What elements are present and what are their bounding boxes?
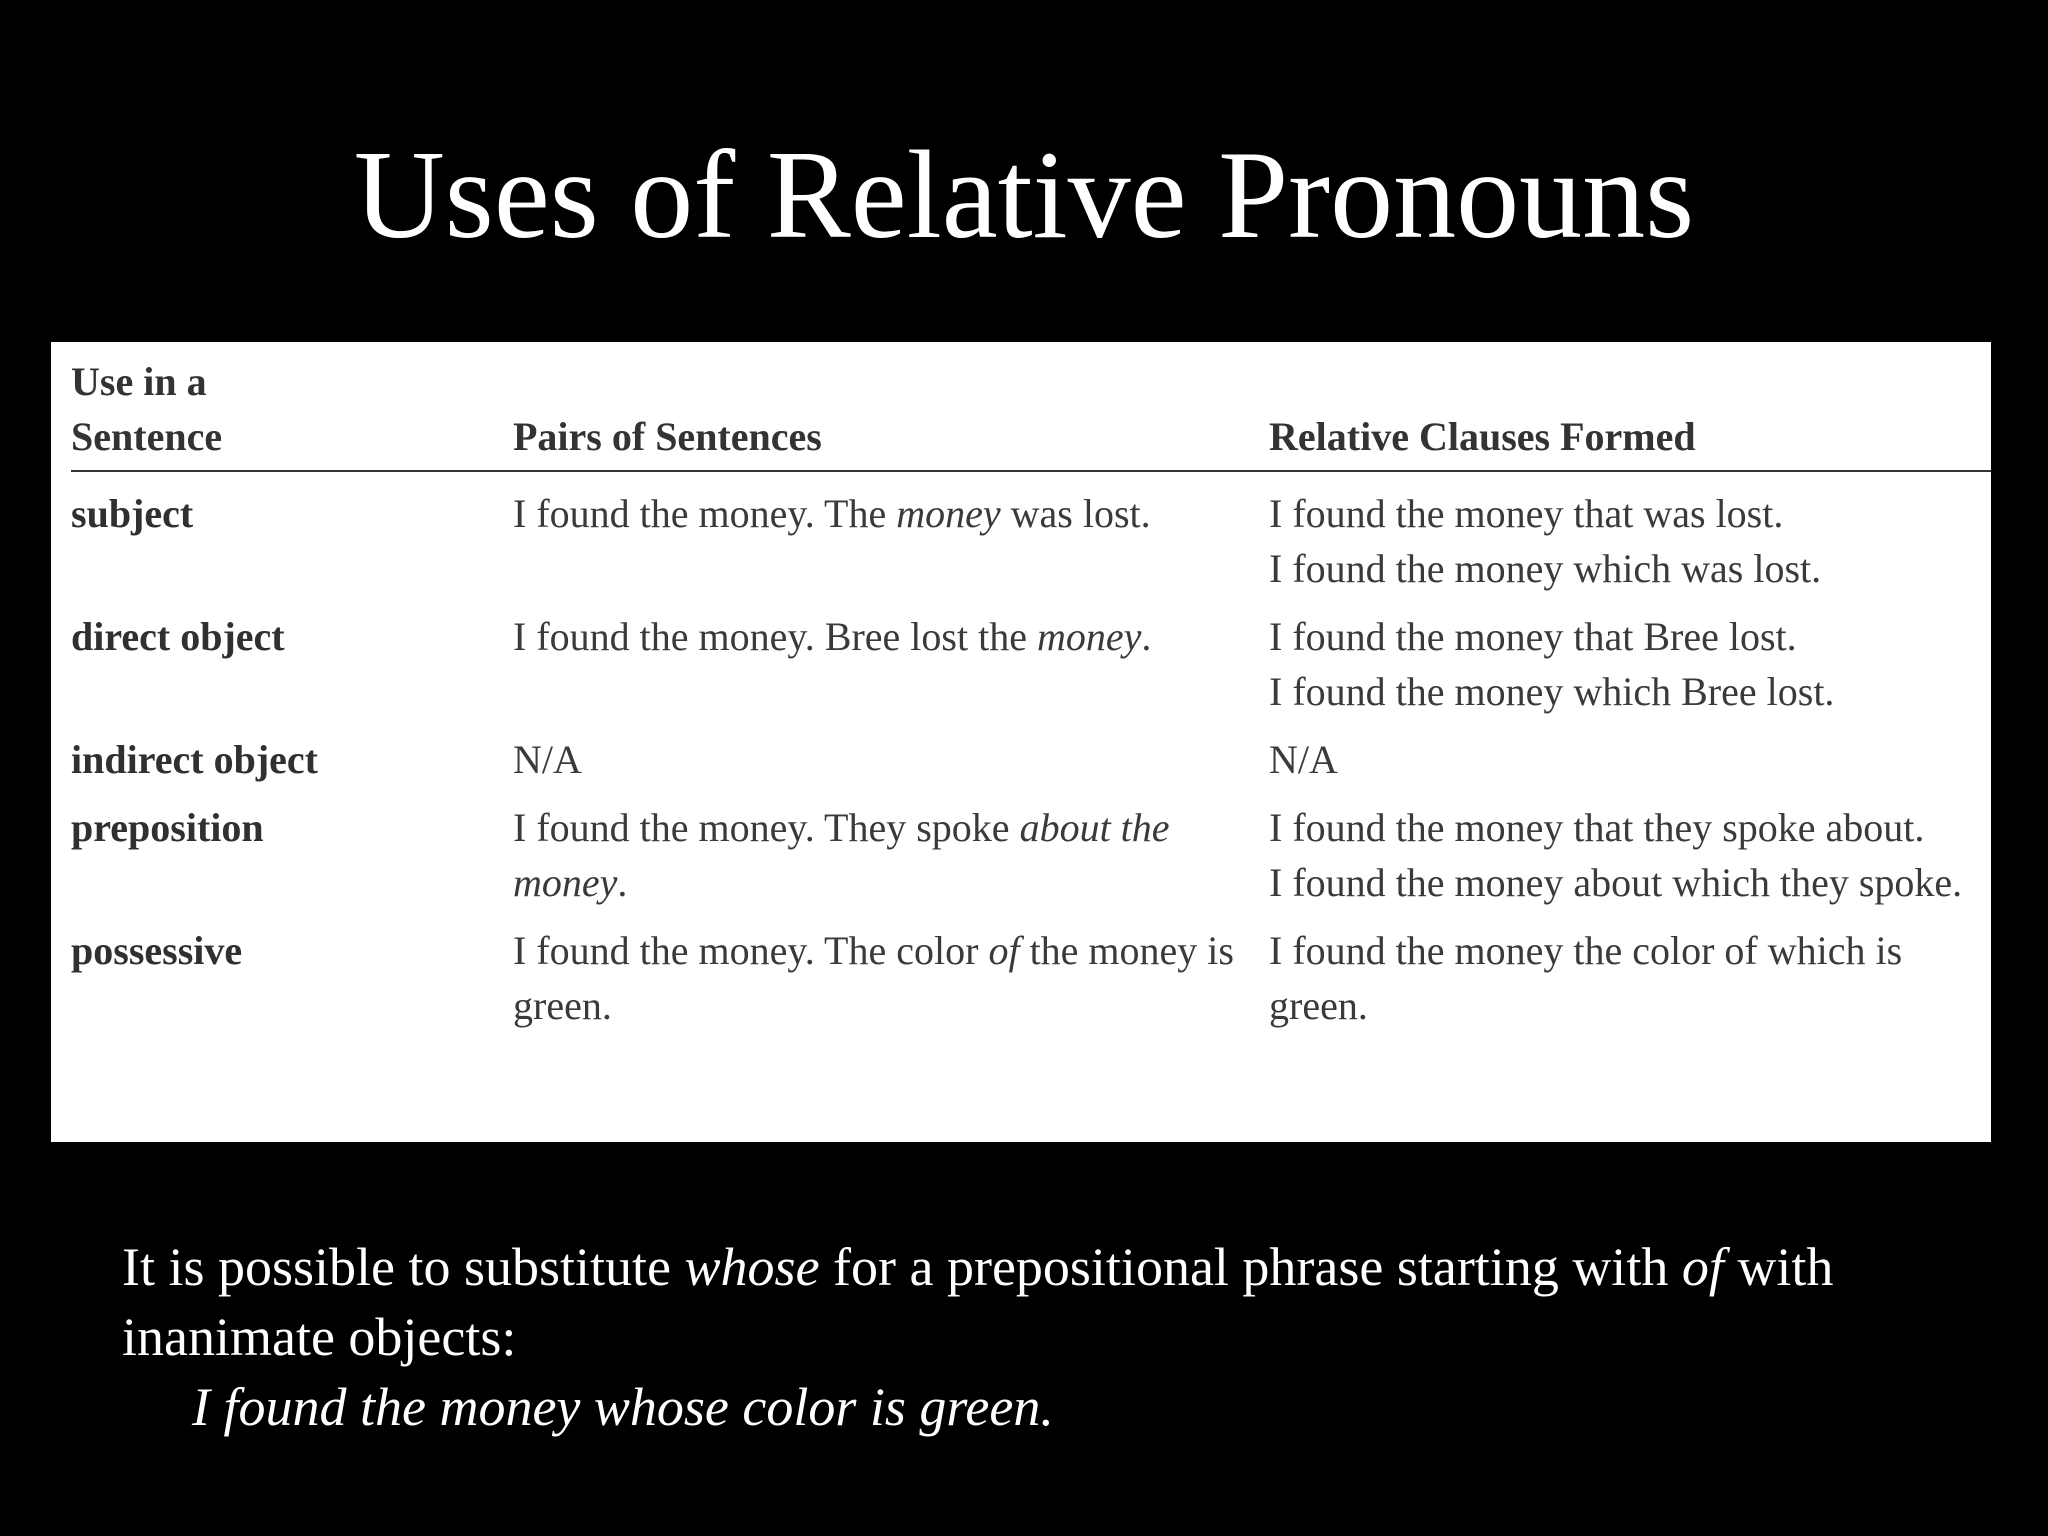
pairs-cell xyxy=(513,471,1269,609)
use-cell: direct object xyxy=(71,614,285,659)
relative-pronoun-table xyxy=(71,354,1991,1046)
relative-pronoun-table-panel xyxy=(51,342,1991,1142)
use-cell: indirect object xyxy=(71,737,318,782)
pairs-segment: I found the money. The color xyxy=(513,928,989,973)
pairs-segment: was lost. xyxy=(1000,491,1151,536)
clause-line: I found the money that Bree lost. xyxy=(1269,614,1797,659)
header-pairs-of-sentences: Pairs of Sentences xyxy=(513,354,1269,471)
pairs-segment: I found the money. They spoke xyxy=(513,805,1020,850)
table-header-row xyxy=(71,354,1991,471)
pairs-segment: the money is green. xyxy=(513,928,1234,1028)
note-example-sentence: I found the money whose color is green. xyxy=(192,1377,1054,1437)
table-body xyxy=(71,471,1991,1046)
note-whose-word: whose xyxy=(684,1237,820,1297)
use-cell: possessive xyxy=(71,928,243,973)
use-cell: preposition xyxy=(71,805,264,850)
pairs-cell xyxy=(513,609,1269,732)
table-row xyxy=(71,609,1991,732)
pairs-segment: . xyxy=(617,860,628,905)
pairs-cell xyxy=(513,732,1269,800)
header-use-in-sentence: Use in a Sentence xyxy=(71,354,513,471)
pairs-segment: N/A xyxy=(513,737,582,782)
pairs-italic-segment: money xyxy=(1036,614,1142,659)
table-row xyxy=(71,471,1991,609)
clause-line: I found the money which Bree lost. xyxy=(1269,669,1835,714)
clauses-cell xyxy=(1269,609,1991,732)
clauses-cell xyxy=(1269,800,1991,923)
note-text-part2: for a prepositional phrase starting with xyxy=(819,1237,1682,1297)
table-row xyxy=(71,732,1991,800)
note-text-part1: It is possible to substitute xyxy=(122,1237,685,1297)
pairs-segment: . xyxy=(1141,614,1152,659)
clauses-cell xyxy=(1269,923,1991,1046)
slide-title: Uses of Relative Pronouns xyxy=(353,126,1695,265)
clause-line: I found the money about which they spoke. xyxy=(1269,860,1963,905)
pairs-italic-segment: money xyxy=(896,491,1001,536)
clause-line: I found the money the color of which is green. xyxy=(1269,928,1903,1028)
header-relative-clauses-formed: Relative Clauses Formed xyxy=(1269,354,1991,471)
pairs-cell xyxy=(513,800,1269,923)
table-row xyxy=(71,923,1991,1046)
whose-substitution-note xyxy=(122,1232,1982,1442)
clause-line: I found the money which was lost. xyxy=(1269,546,1822,591)
use-cell: subject xyxy=(71,491,194,536)
pairs-cell xyxy=(513,923,1269,1046)
note-of-word: of xyxy=(1681,1237,1724,1297)
clause-line: I found the money that they spoke about. xyxy=(1269,805,1925,850)
pairs-segment: I found the money. Bree lost the xyxy=(513,614,1037,659)
pairs-italic-segment: of xyxy=(988,928,1020,973)
clause-line: I found the money that was lost. xyxy=(1269,491,1784,536)
pairs-segment: I found the money. The xyxy=(513,491,897,536)
clause-line: N/A xyxy=(1269,737,1338,782)
table-row xyxy=(71,800,1991,923)
pairs-italic-segment: about the money xyxy=(513,805,1170,905)
clauses-cell xyxy=(1269,732,1991,800)
clauses-cell xyxy=(1269,471,1991,609)
note-text-part3: with inanimate objects: xyxy=(122,1237,1834,1367)
